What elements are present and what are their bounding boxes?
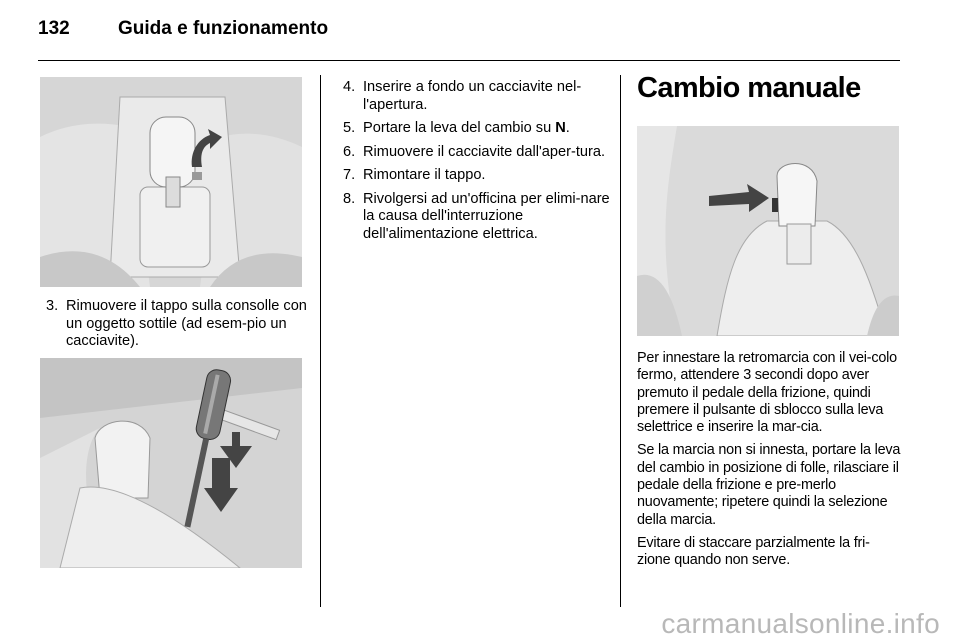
selector-lever-illustration [40,77,302,287]
body-text [637,350,901,576]
watermark: carmanualsonline.info [661,608,940,639]
step-number: 5. [343,120,356,136]
list-item [337,79,612,114]
paragraph: Se la marcia non si innesta, portare la leva del cambio in posizione di folle, rilasciare il pedale della frizione e pre-merlo nuovamente; ripetere quindi la selezione della marcia. [637,442,901,528]
list-item [337,120,612,138]
step-text: Inserire a fondo un cacciavite nel-l'apertura. [363,79,582,113]
step-list [337,79,612,249]
step-text: Rivolgersi ad un'officina per elimi-nare la causa dell'interruzione dell'alimentazione elettrica. [363,190,610,242]
step-text: Rimuovere il cacciavite dall'aper-tura. [363,143,606,160]
manual-gear-knob-illustration [637,126,899,336]
step-text: Rimuovere il tappo sulla consolle con un oggetto sottile (ad esem-pio un cacciavite). [66,298,307,349]
page-number: 132 [38,18,70,39]
section-heading: Guida e funzionamento [118,18,329,39]
header-rule [38,60,900,61]
section-title: Cambio manuale [637,72,861,104]
column-divider [620,75,621,607]
list-item [40,298,312,351]
screwdriver-illustration [40,358,302,568]
gear-position-label: N [555,120,566,136]
step-text: Rimontare il tappo. [363,167,486,183]
page-header [38,18,328,48]
list-item [337,191,612,244]
paragraph: Evitare di staccare parzialmente la fri-zione quando non serve. [637,534,870,569]
step-text-part: Portare la leva del cambio su [363,120,556,136]
step-number: 8. [343,190,356,207]
list-item [337,144,612,162]
column-divider [320,75,321,607]
paragraph: Per innestare la retromarcia con il vei-colo fermo, attendere 3 secondi dopo aver premuto il pedale della frizione, quindi premere il pulsante di sblocco sulla leva selettrice e inserire la mar-cia. [637,350,897,436]
step-number: 3. [46,298,59,314]
step-text [363,120,570,136]
step-number: 4. [343,79,356,95]
list-item [337,167,612,185]
step-list [40,298,312,357]
step-number: 7. [343,167,356,183]
step-text-part: . [565,120,570,136]
step-number: 6. [343,143,356,160]
